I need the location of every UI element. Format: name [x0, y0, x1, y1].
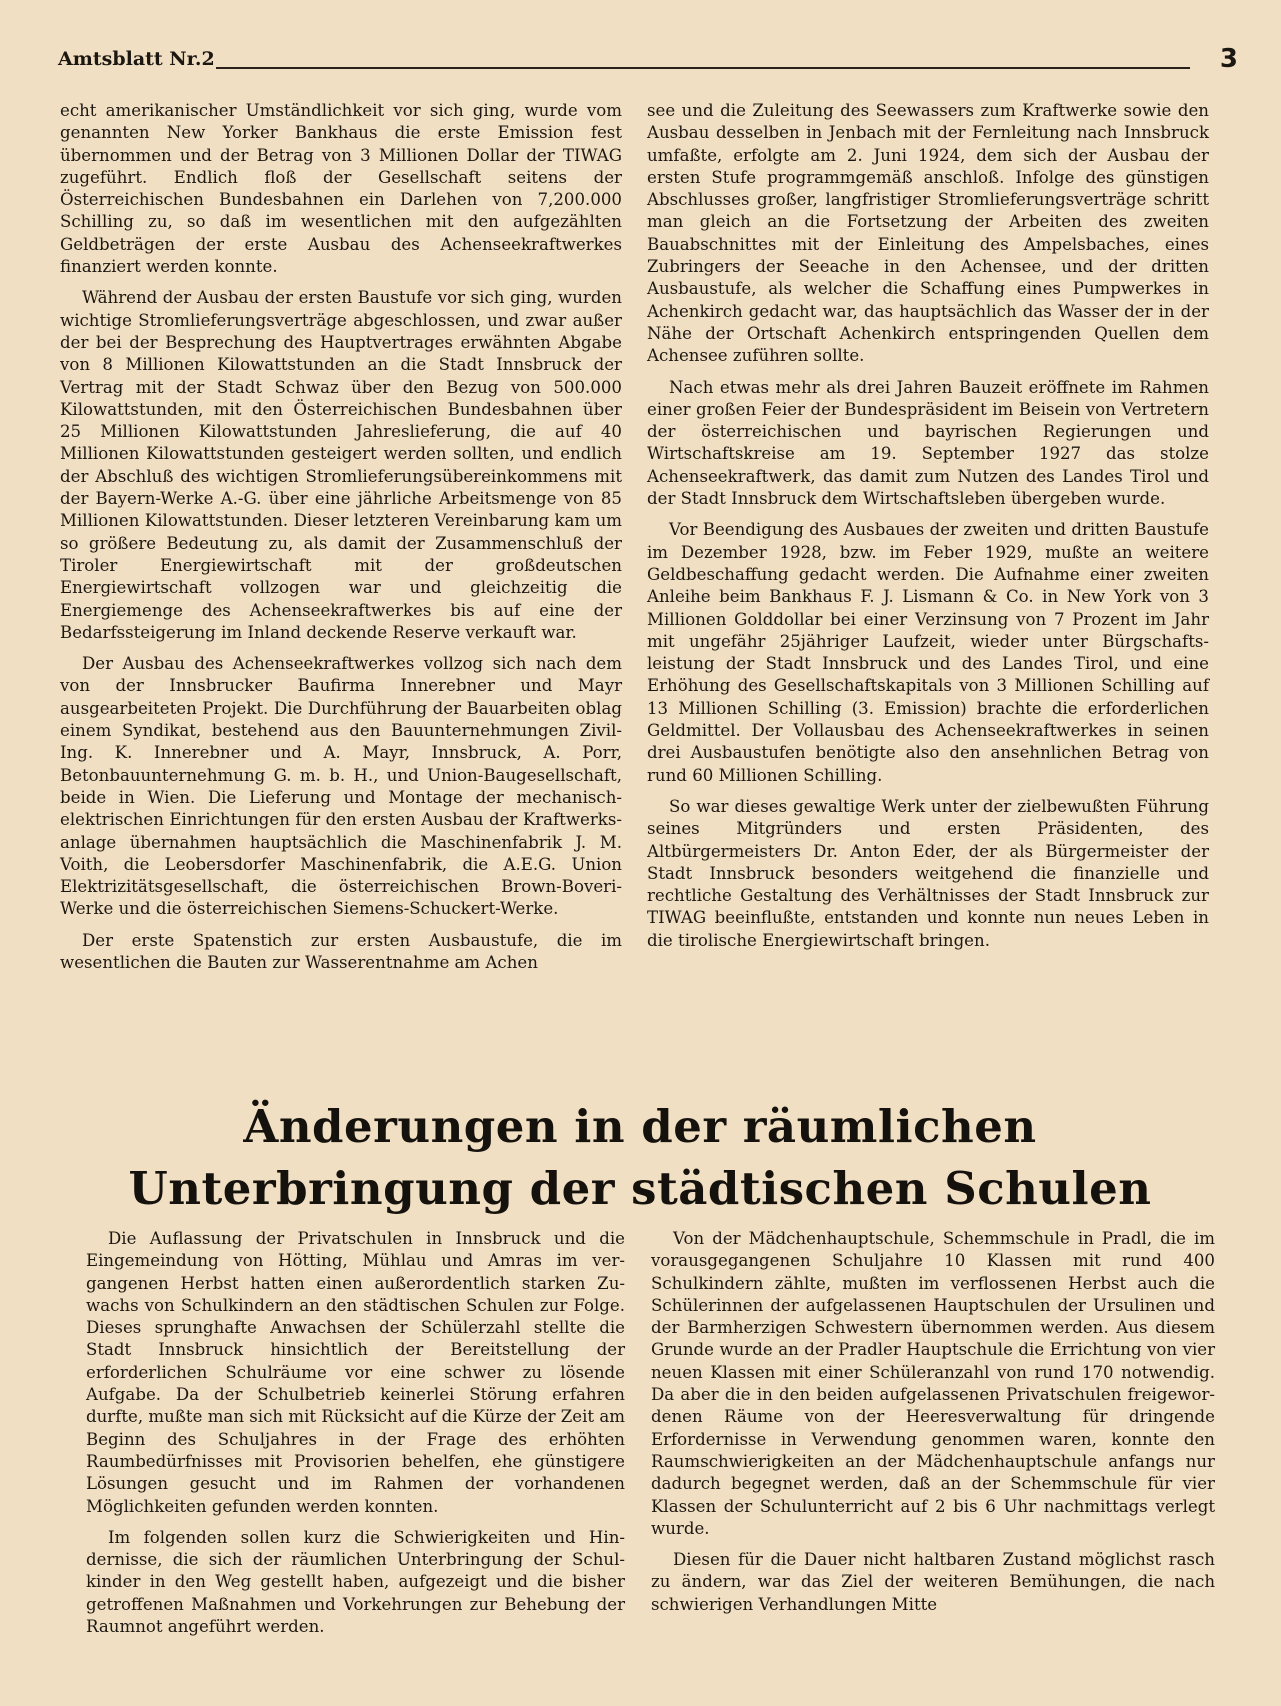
paragraph: Der erste Spatenstich zur ersten Ausbaustufe, die im wesentlichen die Bauten zur Wasserentnahme am Achen [60, 930, 622, 972]
paragraph: Während der Ausbau der ersten Baustufe vor sich ging, wurden wichtige Stromlieferungsverträge abgeschlossen, und zwar außer der bei der Besprechung des Hauptvertrages erwähnten Abgabe von 8 Millionen Kilowattstunden an die Stadt Innsbruck der Vertrag mit der Stadt Schwaz über den Bezug von 500.000 Kilowattstunden, mit den Österreichischen Bundesbahnen über 25 Millionen Kilowattstunden Jahreslieferung, die auf 40 Millionen Kilowattstunden gesteigert werden sollten, und endlich der Abschluß des wichtigen Stromlieferungsübereinkommens mit der Bayern-Werke A.-G. über eine jährliche Arbeitsmenge von 85 Millionen Kilowattstunden. Dieser letzteren Vereinbarung kam um so größere Bedeutung zu, als damit der Zusammenschluß der Tiroler Energiewirtschaft mit der großdeutschen Energiewirtschaft vollzogen war und gleichzeitig die Energiemenge des Achenseekraftwerkes bis auf eine der Bedarfssteigerung im Inland deckende Reserve verkauft war. [60, 288, 622, 642]
publication-title: Amtsblatt Nr.2 [58, 48, 215, 70]
article1-column-left [60, 100, 622, 974]
paragraph: see und die Zuleitung des Seewassers zum Kraftwerke sowie den Ausbau desselben in Jenbach mit der Fernleitung nach Innsbruck umfaßte, erfolgte am 2. Juni 1924, dem sich der Ausbau der ersten Stufe programmgemäß anschloß. Infolge des günstigen Abschlusses großer, langfristiger Stromlieferungsverträge schritt man gleich an die Fortsetzung der Arbeiten des zweiten Bauabschnittes mit der Einleitung des Ampelsbaches, eines Zubringers der Seeache in den Achensee, und der dritten Ausbaustufe, als welcher die Schaffung eines Pumpwerkes in Achenkirch gedacht war, das hauptsächlich das Wasser der in der Nähe der Ortschaft Achenkirch entspringenden Quellen dem Achensee zuführen sollte. [647, 101, 1209, 366]
paragraph: Vor Beendigung des Ausbaues der zweiten und dritten Baustufe im Dezember 1928, bzw. im Feber 1929, mußte an weitere Geldbeschaffung gedacht werden. Die Aufnahme einer zweiten Anleihe beim Bankhaus F. J. Lismann & Co. in New York von 3 Millionen Golddollar bei einer Verzinsung von 7 Prozent im Jahr mit ungefähr 25jähriger Laufzeit, wieder unter Bürgschaftsleistung der Stadt Innsbruck und des Landes Tirol, und eine Erhöhung des Gesellschaftskapitals von 3 Millionen Schilling auf 13 Millionen Schilling (3. Emission) brachte die erforderlichen Geldmittel. Der Vollausbau des Achenseekraftwerkes in seinen drei Ausbaustufen benötigte also den ansehnlichen Betrag von rund 60 Millionen Schilling. [647, 520, 1209, 785]
page-number: 3 [1219, 44, 1238, 74]
paragraph: Nach etwas mehr als drei Jahren Bauzeit eröffnete im Rahmen einer großen Feier der Bundespräsident im Beisein von Vertretern der österreichischen und bayrischen Regierungen und Wirtschaftskreise am 19. September 1927 das stolze Achenseekraftwerk, das damit zum Nutzen des Landes Tirol und der Stadt Innsbruck dem Wirtschaftsleben übergeben wurde. [647, 377, 1209, 509]
article2-column-right [651, 1228, 1215, 1616]
paragraph: So war dieses gewaltige Werk unter der zielbewußten Führung seines Mitgründers und ersten Präsidenten, des Altbürgermeisters Dr. Anton Eder, der als Bürgermeister der Stadt Innsbruck besonders weitgehend die finanzielle und rechtliche Gestaltung des Verhältnisses der Stadt Innsbruck zur TIWAG beeinflußte, entstanden und konnte nun neues Leben in die tirolische Energiewirtschaft bringen. [647, 796, 1209, 950]
paragraph: Im folgenden sollen kurz die Schwierigkeiten und Hindernisse, die sich der räumlichen Unterbringung der Schulkinder in den Weg gestellt haben, aufgezeigt und die bisher getroffenen Maßnahmen und Vorkehrungen zur Behebung der Raumnot angeführt werden. [86, 1527, 625, 1637]
paragraph: Diesen für die Dauer nicht haltbaren Zustand möglichst rasch zu ändern, war das Ziel der weiteren Bemühungen, die nach schwierigen Verhandlungen Mitte [651, 1550, 1215, 1614]
article2-column-left [86, 1228, 625, 1638]
paragraph: Die Auflassung der Privatschulen in Innsbruck und die Eingemeindung von Hötting, Mühlau und Amras im vergangenen Herbst hatten einen außerordentlich starken Zuwachs von Schulkindern an den städtischen Schulen zur Folge. Dieses sprunghafte Anwachsen der Schülerzahl stellte die Stadt Innsbruck hinsichtlich der Bereitstellung der erforderlichen Schulräume vor eine schwer zu lösende Aufgabe. Da der Schulbetrieb keinerlei Störung erfahren durfte, mußte man sich mit Rücksicht auf die Kürze der Zeit am Beginn des Schuljahres in der Frage des erhöhten Raumbedürfnisses mit Provisorien behelfen, ehe günstigere Lösungen gesucht und im Rahmen der vorhandenen Möglichkeiten gefunden werden konnten. [86, 1229, 626, 1516]
article1-column-right [647, 100, 1209, 952]
paragraph: Der Ausbau des Achenseekraftwerkes vollzog sich nach dem von der Innsbrucker Baufirma Innerebner und Mayr ausgearbeiteten Projekt. Die Durchführung der Bauarbeiten oblag einem Syndikat, bestehend aus den Bauunternehmungen Zivil-Ing. K. Innerebner und A. Mayr, Innsbruck, A. Porr, Betonbauunternehmung G. m. b. H., und Union-Baugesellschaft, beide in Wien. Die Lieferung und Montage der mechanisch-elektrischen Einrichtungen für den ersten Ausbau der Kraftwerksanlage übernahmen hauptsächlich die Maschinenfabrik J. M. Voith, die Leobersdorfer Maschinenfabrik, die A.E.G. Union Elektrizitätsgesellschaft, die österreichischen Brown-Boveri-Werke und die österreichischen Siemens-Schuckert-Werke. [60, 654, 622, 919]
article-headline: Änderungen in der räumlichen Unterbringung der städtischen Schulen [128, 1100, 1152, 1215]
paragraph: Von der Mädchenhauptschule, Schemmschule in Pradl, die im vorausgegangenen Schuljahre 10 Klassen mit rund 400 Schulkindern zählte, mußten im verflossenen Herbst auch die Schülerinnen der aufgelassenen Hauptschulen der Ursulinen und der Barmherzigen Schwestern übernommen werden. Aus diesem Grunde wurde an der Pradler Hauptschule die Errichtung von vier neuen Klassen mit einer Schüleranzahl von rund 170 notwendig. Da aber die in den beiden aufgelassenen Privatschulen freigewordenen Räume von der Heeresverwaltung für dringende Erfordernisse in Verwendung genommen waren, konnte den Raumschwierigkeiten an der Mädchenhauptschule anfangs nur dadurch begegnet werden, daß an der Schemmschule für vier Klassen der Schulunterricht auf 2 bis 6 Uhr nachmittags verlegt wurde. [651, 1229, 1215, 1538]
paragraph: echt amerikanischer Umständlichkeit vor sich ging, wurde vom genannten New Yorker Bankhaus die erste Emission fest übernommen und der Betrag von 3 Millionen Dollar der TIWAG zugeführt. Endlich floß der Gesellschaft seitens der Österreichischen Bundesbahnen ein Darlehen von 7,200.000 Schilling zu, so daß im wesentlichen mit den aufgezählten Geldbeträgen der erste Ausbau des Achenseekraftwerkes finanziert werden konnte. [60, 101, 622, 277]
page-header [58, 44, 1238, 82]
header-rule [216, 67, 1190, 69]
